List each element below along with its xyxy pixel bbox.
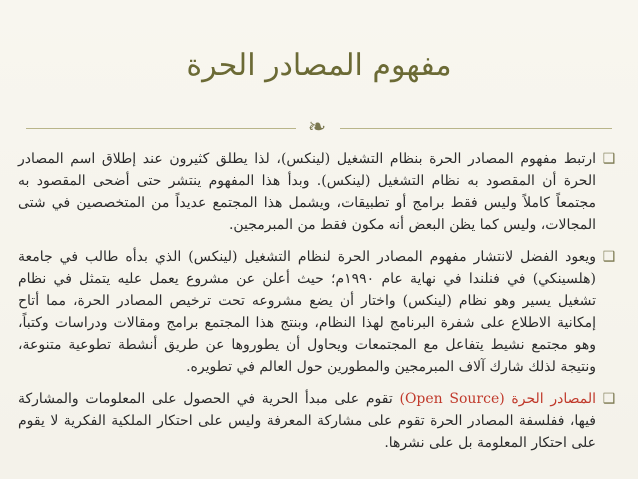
bullet-text: تقوم على مبدأ الحرية في الحصول على المعلومات والمشاركة فيها، ففلسفة المصادر الحرة تقوم على مشاركة المعرفة وليس على احتكار الملكية الفكرية لا يقوم على احتكار المعلومة بل على نشرها. [18, 391, 596, 451]
bullet-icon: ❑ [602, 151, 616, 167]
divider-line-left [26, 128, 296, 129]
bullet-item [18, 148, 618, 236]
bullet-icon: ❑ [602, 391, 616, 407]
bullet-text: ويعود الفضل لانتشار مفهوم المصادر الحرة لنظام التشغيل (لينكس) الذي بدأه طالب في جامعة (هلسينكي) في فنلندا في نهاية عام ١٩٩٠م؛ حيث أعلن عن مشروع يعمل عليه يتمثل في نظام تشغيل يسير وهو نظام (لينكس) واختار أن يضع مشروعه تحت ترخيص المصادر الحرة، مما أتاح إمكانية الاطلاع على شفرة البرنامج لهذا النظام، وبنتج هذا المجتمع برامج ومقالات ودراسات وكتباً، وهو مجتمع نشيط يتفاعل مع المجتمعات ويحاول أن يطوروها عن طريق أنشطة تطوعية متنوعة، ونتيجة لذلك شارك آلاف المبرمجين والمطورين حول العالم في تطويره. [18, 249, 597, 375]
bullet-icon: ❑ [602, 249, 616, 265]
bullet-text: ارتبط مفهوم المصادر الحرة بنظام التشغيل (لينكس)، لذا يطلق كثيرون عند إطلاق اسم المصادر الحرة أن المقصود به نظام التشغيل (لينكس). وبدأ هذا المفهوم ينتشر حتى أضحى المقصود به مجتمعاً كاملاً وليس فقط برامج أو تطبيقات، ويشمل هذا المجتمع عديداً من المتخصصين في شتى المجالات، وليس كما يظن البعض أنه مكون فقط من المبرمجين. [18, 151, 596, 233]
bullet-highlight: المصادر الحرة (Open Source) [399, 391, 597, 407]
divider-line-right [340, 128, 612, 129]
bullet-item [18, 246, 618, 378]
slide-title: مفهوم المصادر الحرة [186, 48, 452, 83]
ornament-icon: ❧ [307, 115, 327, 140]
bullet-item [18, 388, 618, 454]
slide-content [18, 148, 618, 464]
